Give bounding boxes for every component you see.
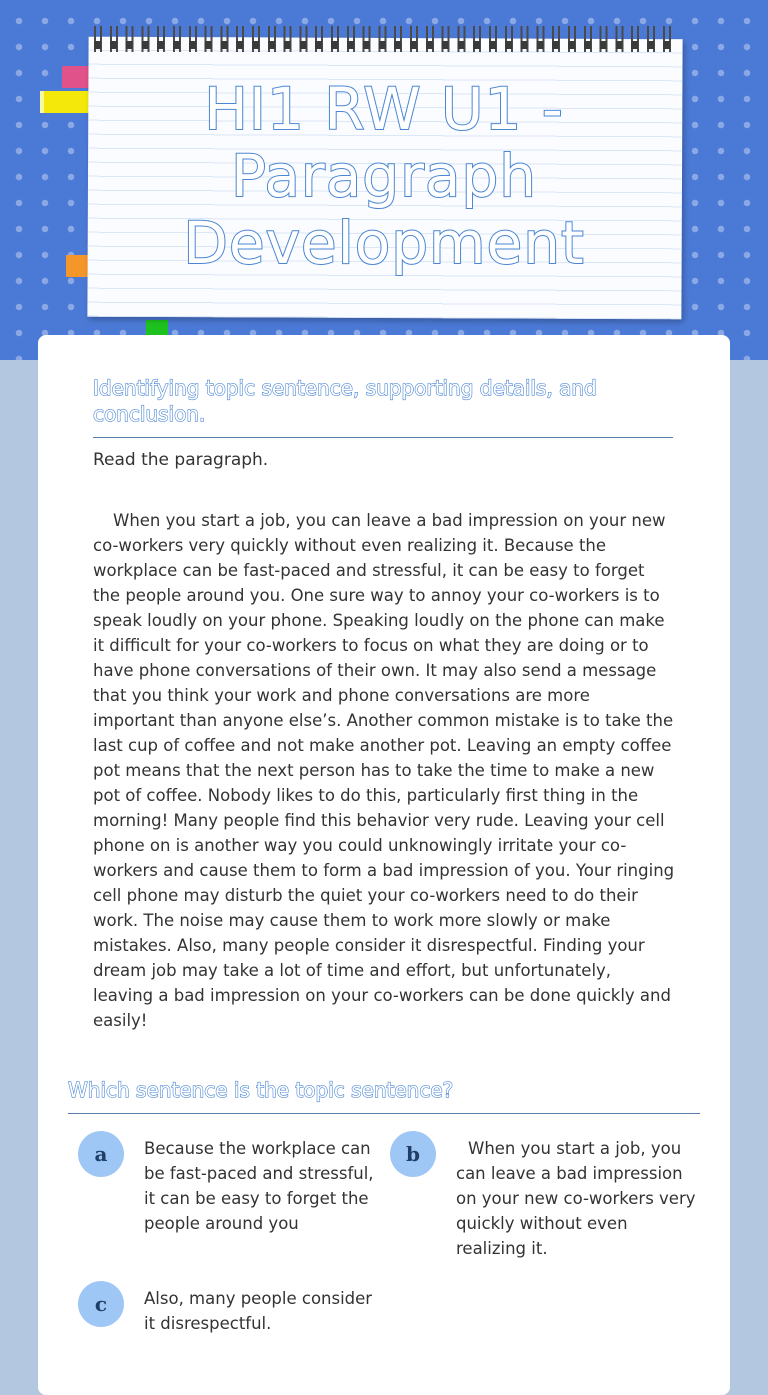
option-letter-badge[interactable]: b xyxy=(390,1131,436,1177)
option-text[interactable]: When you start a job, you can leave a bad impression on your new co-workers very quickly without even realizing it. xyxy=(456,1139,696,1258)
decorative-tab-yellow xyxy=(40,91,92,113)
option-letter-badge[interactable]: a xyxy=(78,1131,124,1177)
option-text[interactable]: Also, many people consider it disrespectful. xyxy=(144,1289,373,1333)
page-title: HI1 RW U1 - Paragraph Development xyxy=(183,75,585,277)
option-letter-badge[interactable]: c xyxy=(78,1281,124,1327)
instruction-text: Read the paragraph. xyxy=(93,450,269,470)
worksheet-card xyxy=(38,335,730,1395)
question-title: Which sentence is the topic sentence? xyxy=(68,1077,700,1114)
decorative-tab-green xyxy=(146,320,168,336)
section-title: Identifying topic sentence, supporting details, and conclusion. xyxy=(93,375,673,438)
option-text[interactable]: Because the workplace can be fast-paced and stressful, it can be easy to forget the people around you xyxy=(144,1139,374,1233)
spiral-binding xyxy=(92,26,678,52)
reading-paragraph: When you start a job, you can leave a bad impression on your new co-workers very quickly without even realizing it. Because the workplace can be fast-paced and stressful, it can be easy to forget the people around you. One sure way to annoy your co-workers is to speak loudly on your phone. Speaking loudly on the phone can make it difficult for your co-workers to focus on what they are doing or to have phone conversations of their own. It may also send a message that you think your work and phone conversations are more important than anyone else’s. Another common mistake is to take the last cup of coffee and not make another pot. Leaving an empty coffee pot means that the next person has to take the time to make a new pot of coffee. Nobody likes to do this, particularly first thing in the morning! Many people find this behavior very rude. Leaving your cell phone on is another way you could unknowingly irritate your co-workers and cause them to form a bad impression of you. Your ringing cell phone may disturb the quiet your co-workers need to do their work. The noise may cause them to work more slowly or make mistakes. Also, many people consider it disrespectful. Finding your dream job may take a lot of time and effort, but unfortunately, leaving a bad impression on your co-workers can be done quickly and easily! xyxy=(93,511,675,1030)
